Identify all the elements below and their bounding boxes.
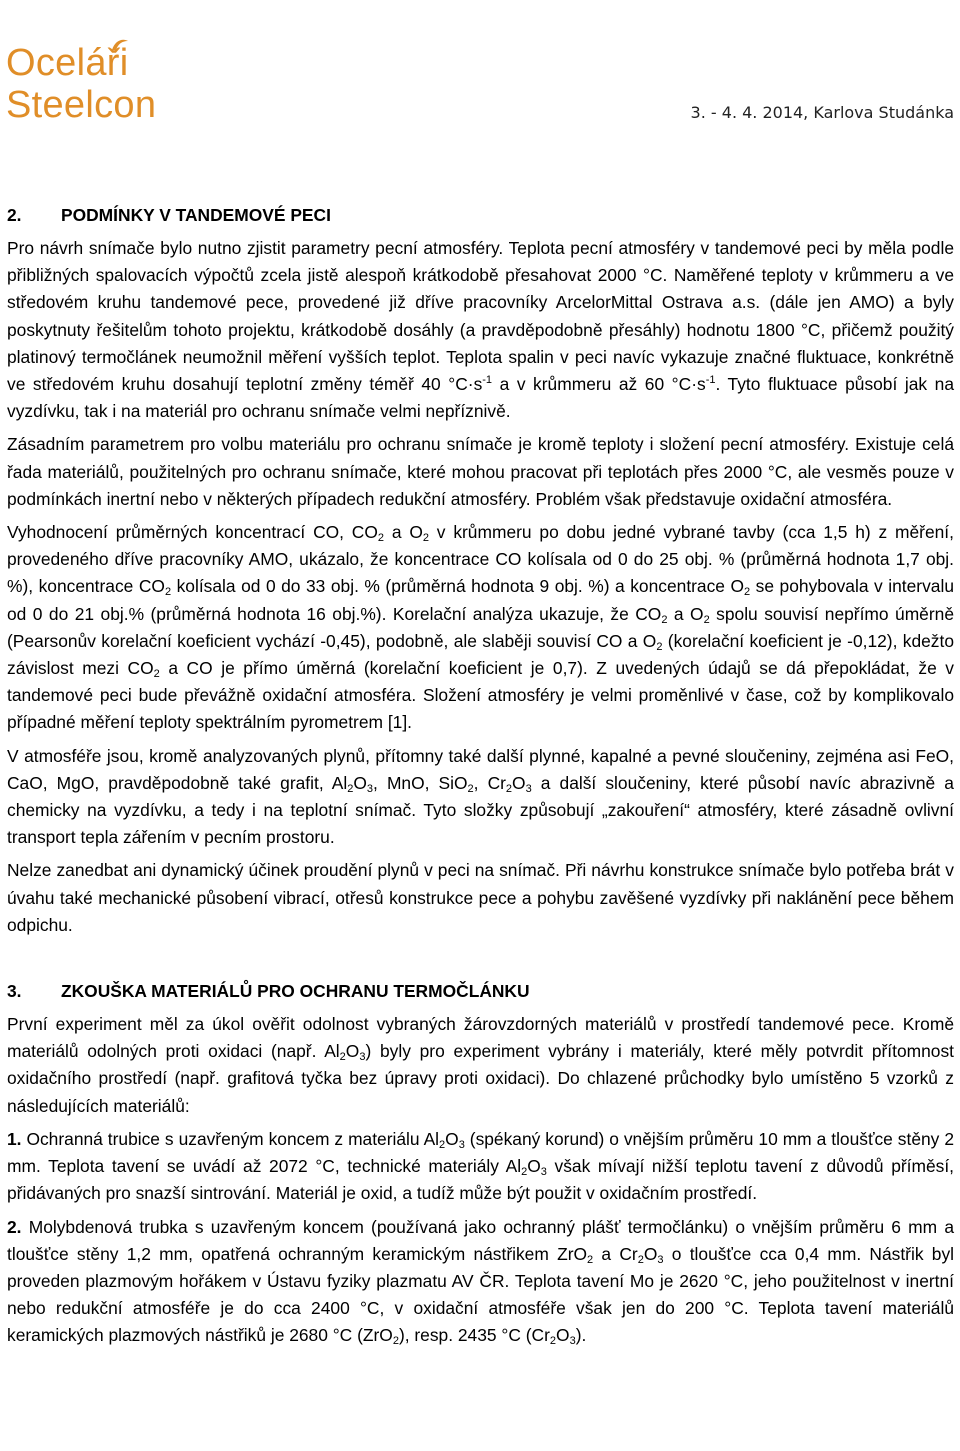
subscript: 3 <box>540 1166 547 1179</box>
logo-text-ocelari: Oceláři <box>6 42 129 84</box>
text-run: však mívají nižší teplotu tavení z důvodů příměsí, přidávaných pro snazší sintrování. Materiál je oxid, a tudíž může být použit v oxidačním prostředí. <box>7 1156 955 1204</box>
text-run: O <box>512 772 526 793</box>
subscript: 2 <box>439 1138 446 1151</box>
subscript: 2 <box>521 1166 528 1179</box>
steelcon-logo <box>6 42 157 126</box>
subscript: 2 <box>164 586 172 599</box>
subscript: 3 <box>359 1051 366 1064</box>
paragraph: Pro návrh snímače bylo nutno zjistit parametry pecní atmosféry. Teplota pecní atmosféry v tandemové peci by měla podle přibližných spalovacích výpočtů zcela jistě alespoň krátkodobě přesahovat 2000 °C. Naměřené teploty v krůmmeru a ve středovém kruhu tandemové pece, provedené již dříve pracovníky ArcelorMittal Ostrava a.s. (dále jen AMO) a byly poskytnuty řešitelům tohoto projektu, krátkodobě dosáhly (a pravděpodobně přesáhly) hodnotu 1800 °C, přičemž použitý platinový termočlánek neumožnil měření vyšších teplot. Teplota spalin v peci navíc vykazuje značné fluktuace, konkrétně ve středovém kruhu dosahují teplotní změny téměř 40 $^\circ C\cdot s^{-1}$ a v krůmmeru až 60 $^\circ C\cdot s^{-1}$. Tyto fluktuace působí jak na vyzdívku, tak i na materiál pro ochranu snímače velmi nepříznivě. <box>7 238 954 422</box>
subscript: 2 <box>347 782 354 795</box>
subscript: 2 <box>505 782 513 795</box>
text-run: ). <box>575 1325 587 1346</box>
subscript: 2 <box>587 1253 594 1266</box>
subscript: 3 <box>366 782 374 795</box>
text-run: a O <box>667 603 704 624</box>
subscript: 2 <box>422 532 429 545</box>
text-run: o tloušťce cca 0,4 mm. Nástřik byl proveden plazmovým hořákem v Ústavu fyziky plazmatu AV ČR. Teplota tavení Mo je 2620 °C, jeho použitelnost v inertní nebo redukční atmosféře je do cca 2400 °C, v oxidační atmosféře však jen do 200 °C. Teplota tavení materiálů keramických plazmových nástřiků je 2680 °C (ZrO <box>7 1243 955 1346</box>
text-run: ), resp. 2435 °C (Cr <box>398 1325 550 1346</box>
text-run: O <box>527 1156 541 1177</box>
section-title: ZKOUŠKA MATERIÁLŮ PRO OCHRANU TERMOČLÁNKU <box>61 981 530 1002</box>
text-run: První experiment měl za úkol ověřit odolnost vybraných žárovzdorných materiálů v prostředí tandemové pece. Kromě materiálů odolných proti oxidaci (např. Al <box>7 1014 954 1062</box>
paragraph: Zásadním parametrem pro volbu materiálu pro ochranu snímače je kromě teploty i složení pecní atmosféry. Existuje celá řada materiálů, použitelných pro ochranu snímače, které mohou pracovat při teplotách přes 2000 °C, ale vesměs pouze v podmínkách inertní nebo v některých případech redukční atmosféry. Problém však představuje oxidační atmosféra. <box>7 434 954 509</box>
list-item <box>7 1126 954 1208</box>
text-run: O <box>345 1041 360 1062</box>
subscript: 3 <box>525 782 532 795</box>
text-run: O <box>445 1128 459 1149</box>
text-run: a další sloučeniny, které působí navíc abrazivně a chemicky na vyzdívku, a tedy i na teplotní snímač. Tyto složky způsobují „zakouření“ atmosféry, které zásadně ovlivní transport tepla zářením v pecním prostoru. <box>7 772 954 848</box>
section-title: PODMÍNKY V TANDEMOVÉ PECI <box>61 205 331 225</box>
text-run: se pohybovala v intervalu od 0 do 21 obj.% (průměrná hodnota 16 obj.%). Korelační analýza ukazuje, že CO <box>7 576 954 624</box>
text-run: Molybdenová trubka s uzavřeným koncem (používaná jako ochranný plášť termočlánku) o vnějším průměru 6 mm a tloušťce stěny 1,2 mm, opatřená ochranným keramickým nástřikem ZrO <box>7 1216 954 1264</box>
text-run: a CO je přímo úměrná (korelační koeficient je 0,7). Z uvedených údajů se dá přepokládat, že v tandemové peci bude převážně oxidační atmosféra. Složení atmosféry je velmi proměnlivé v čase, což by komplikovalo případné měření teploty spektrálním pyrometrem [1]. <box>7 658 954 733</box>
subscript: 3 <box>569 1335 576 1348</box>
text-run: V atmosféře jsou, kromě analyzovaných plynů, přítomny také další plynné, kapalné a pevné sloučeniny, zejména asi FeO, CaO, MgO, pravděpodobně také grafit, Al <box>7 745 954 793</box>
paragraph <box>7 1011 954 1120</box>
list-number: 1. <box>7 1128 22 1149</box>
text-run: kolísala od 0 do 33 obj. % (průměrná hodnota 9 obj. %) a koncentrace O <box>171 576 745 597</box>
text-run: (spékaný korund) o vnějším průměru 10 mm a tloušťce stěny 2 mm. Teplota tavení se uvádí až 2072 °C, technické materiály Al <box>7 1128 954 1177</box>
text-run: O <box>556 1325 570 1346</box>
subscript: 2 <box>377 532 385 545</box>
section-number: 2. <box>7 205 22 225</box>
text-run: a Cr <box>593 1243 638 1264</box>
section-heading <box>7 979 954 1003</box>
text-run: , MnO, SiO <box>373 772 468 793</box>
subscript: 2 <box>744 586 751 599</box>
text-run: spolu souvisí nepřímo úměrně (Pearsonův korelační koeficient vychází -0,45), podobně, ale slaběji souvisí CO a O <box>7 603 954 651</box>
subscript: 2 <box>339 1051 346 1064</box>
subscript: 2 <box>656 640 663 653</box>
paragraph <box>7 743 954 852</box>
text-run: Ochranná trubice s uzavřeným koncem z materiálu Al <box>21 1128 440 1149</box>
logo-text-steelcon: Steelcon <box>6 84 157 126</box>
subscript: 3 <box>458 1138 465 1151</box>
text-run: Vyhodnocení průměrných koncentrací CO, CO <box>7 522 378 543</box>
paragraph <box>7 519 954 737</box>
subscript: 2 <box>467 782 474 795</box>
text-run: , Cr <box>473 772 506 793</box>
paragraph: Nelze zanedbat ani dynamický účinek proudění plynů v peci na snímač. Při návrhu konstrukce snímače bylo potřeba brát v úvahu také mechanické působení vibrací, otřesů konstrukce pece a pohybu zavěšené vyzdívky při naklánění pece během odpichu. <box>7 860 954 935</box>
text-run: O <box>643 1243 658 1264</box>
section-heading <box>7 203 954 227</box>
conference-date-place: 3. - 4. 4. 2014, Karlova Studánka <box>690 103 954 122</box>
subscript: 3 <box>657 1253 664 1266</box>
subscript: 2 <box>549 1335 557 1348</box>
text-run: v krůmmeru po dobu jedné vybrané tavby (cca 1,5 h) z měření, provedeného dříve pracovníky AMO, ukázalo, že koncentrace CO kolísala od 0 do 25 obj. % (průměrná hodnota 1,7 obj. %), koncentrace CO <box>7 522 954 597</box>
text-run: O <box>353 772 367 793</box>
text-run: (korelační koeficient je -0,12), kdežto závislost mezi CO <box>7 630 954 679</box>
document-body <box>7 203 954 1350</box>
list-number: 2. <box>7 1216 22 1237</box>
subscript: 2 <box>637 1253 644 1266</box>
subscript: 2 <box>392 1335 399 1348</box>
section-number: 3. <box>7 981 22 1002</box>
text-run: ) byly pro experiment vybrány i materiály, které měly potvrdit přítomnost oxidačního prostředí (např. grafitová tyčka bez úpravy proti oxidaci). Do chlazené průchodky bylo umístěno 5 vzorků z následujících materiálů: <box>7 1041 954 1116</box>
subscript: 2 <box>153 668 160 681</box>
subscript: 2 <box>703 613 710 626</box>
list-item <box>7 1214 954 1350</box>
subscript: 2 <box>661 613 668 626</box>
text-run: a O <box>384 522 423 543</box>
